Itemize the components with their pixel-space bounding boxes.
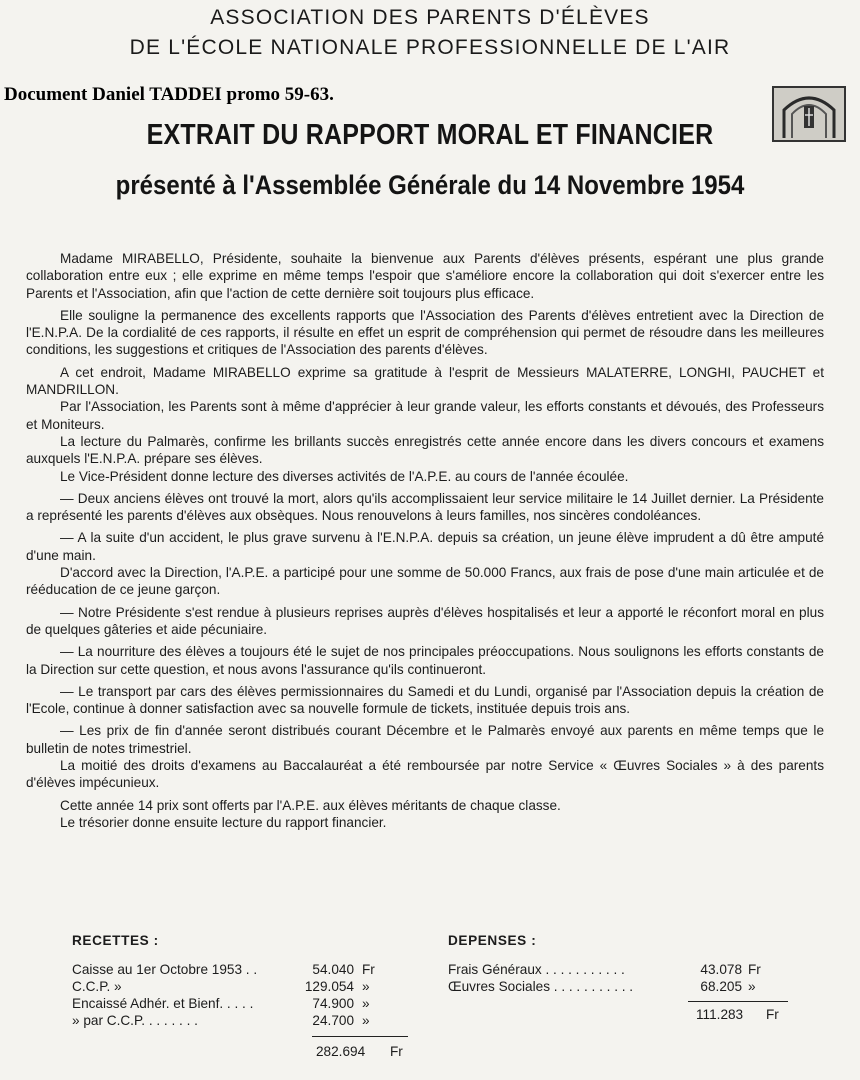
paragraph: Le trésorier donne ensuite lecture du rapport financier. [60,814,387,830]
paragraph: — Deux anciens élèves ont trouvé la mort, alors qu'ils accomplissaient leur service militaire le 14 Juillet dernier. La Présidente a représenté les parents d'élèves aux obsèques. Nous renouvelons à leurs familles, nos sincères condoléances. [26,490,824,524]
depenses-total: 111.283 [696,1007,744,1022]
depenses-row-amount: 68.205 [700,979,742,994]
recettes-total-rule [312,1036,408,1037]
recettes-row-amount: 24.700 [312,1013,354,1028]
depenses-row-amount: 43.078 [700,962,742,977]
paragraph: — Les prix de fin d'année seront distribués courant Décembre et le Palmarès envoyé aux parents en même temps que le bulletin de notes trimestriel. [26,723,824,756]
depenses-title: DEPENSES : [448,933,537,948]
author-note: Document Daniel TADDEI promo 59-63. [4,84,334,105]
association-header-line2: DE L'ÉCOLE NATIONALE PROFESSIONNELLE DE L'AIR [129,36,731,59]
recettes-title: RECETTES : [72,933,159,948]
recettes-row-unit: » [362,979,370,994]
recettes-row-amount: 54.040 [312,962,354,977]
paragraph: Le Vice-Président donne lecture des diverses activités de l'A.P.E. au cours de l'année écoulée. [60,468,629,484]
recettes-row-unit: » [362,996,370,1011]
recettes-row [72,996,412,1013]
paragraph: A cet endroit, Madame MIRABELLO exprime sa gratitude à l'esprit de Messieurs MALATERRE, LONGHI, PAUCHET et MANDRILLON. [26,364,824,398]
recettes-row-amount: 74.900 [312,996,354,1011]
paragraph: — Notre Présidente s'est rendue à plusieurs reprises auprès d'élèves hospitalisés et leur a apporté le réconfort moral en plus de quelques gâteries et aide pécuniaire. [26,604,824,637]
depenses-row-unit: » [748,979,756,994]
depenses-total-unit: Fr [766,1007,779,1022]
depenses-row [448,979,788,996]
depenses-row-label: Œuvres Sociales . . . . . . . . . . . [448,979,634,994]
report-body [26,250,824,836]
recettes-total-unit: Fr [390,1044,403,1059]
depenses-row [448,962,788,979]
recettes-row-unit: Fr [362,962,375,977]
recettes-row-label: C.C.P. » [72,979,122,994]
recettes-row-amount: 129.054 [304,979,354,994]
recettes-row [72,979,412,996]
recettes-row-unit: » [362,1013,370,1028]
recettes-row [72,1013,412,1030]
paragraph: D'accord avec la Direction, l'A.P.E. a participé pour une somme de 50.000 Francs, aux frais de pose d'une main articulée et de rééducation de ce jeune garçon. [26,565,824,598]
paragraph: — Le transport par cars des élèves permissionnaires du Samedi et du Lundi, organisé par l'Association depuis la création de l'Ecole, continue à donner satisfaction avec sa nouvelle formule de tickets, instituée depuis trois ans. [26,683,824,717]
paragraph: Par l'Association, les Parents sont à même d'apprécier à leur grande valeur, les efforts constants et dévoués, des Professeurs et Moniteurs. [26,399,824,432]
depenses-row-unit: Fr [748,962,761,977]
paragraph: La lecture du Palmarès, confirme les brillants succès enregistrés cette année encore dans les divers concours et examens auxquels l'E.N.P.A. prépare ses élèves. [26,433,824,467]
recettes-row-label: Caisse au 1er Octobre 1953 . . [72,962,258,977]
depenses-section [448,933,788,1022]
paragraph: Cette année 14 prix sont offerts par l'A.P.E. aux élèves méritants de chaque classe. [60,797,561,813]
paragraph: La moitié des droits d'examens au Baccalauréat a été remboursée par notre Service « Œuvres Sociales » à des parents d'élèves impécunieux. [26,758,824,791]
report-title: EXTRAIT DU RAPPORT MORAL ET FINANCIER [146,118,714,152]
report-subtitle: présenté à l'Assemblée Générale du 14 Novembre 1954 [115,170,745,201]
depenses-total-rule [688,1001,788,1002]
paragraph: — La nourriture des élèves a toujours été le sujet de nos principales préoccupations. Nous soulignons les efforts constants de la Direction sur cette question, et nous avons l'assurance qu'ils continueront. [26,644,824,677]
recettes-section [72,933,412,1059]
recettes-total: 282.694 [316,1044,366,1059]
association-header-line1: ASSOCIATION DES PARENTS D'ÉLÈVES [210,6,650,29]
paragraph: Madame MIRABELLO, Présidente, souhaite la bienvenue aux Parents d'élèves présents, espérant une plus grande collaboration entre eux ; elle exprime en même temps l'espoir que s'améliore encore la collaboration qui doit s'exercer entre les Parents et l'Association, afin que l'action de cette dernière soit toujours plus efficace. [26,251,824,301]
depenses-row-label: Frais Généraux . . . . . . . . . . . [448,962,625,977]
recettes-row [72,962,412,979]
paragraph: Elle souligne la permanence des excellents rapports que l'Association des Parents d'élèves entretient avec la Direction de l'E.N.P.A. De la cordialité de ces rapports, il résulte en effet un esprit de compréhension qui permet de résoudre dans les meilleures conditions, les suggestions et critiques de l'Association des parents d'élèves. [26,307,824,358]
paragraph: — A la suite d'un accident, le plus grave survenu à l'E.N.P.A. depuis sa création, un jeune élève imprudent a dû être amputé d'une main. [26,530,824,563]
recettes-row-label: Encaissé Adhér. et Bienf. . . . . [72,996,254,1011]
recettes-row-label: » par C.C.P. . . . . . . . [72,1013,198,1028]
